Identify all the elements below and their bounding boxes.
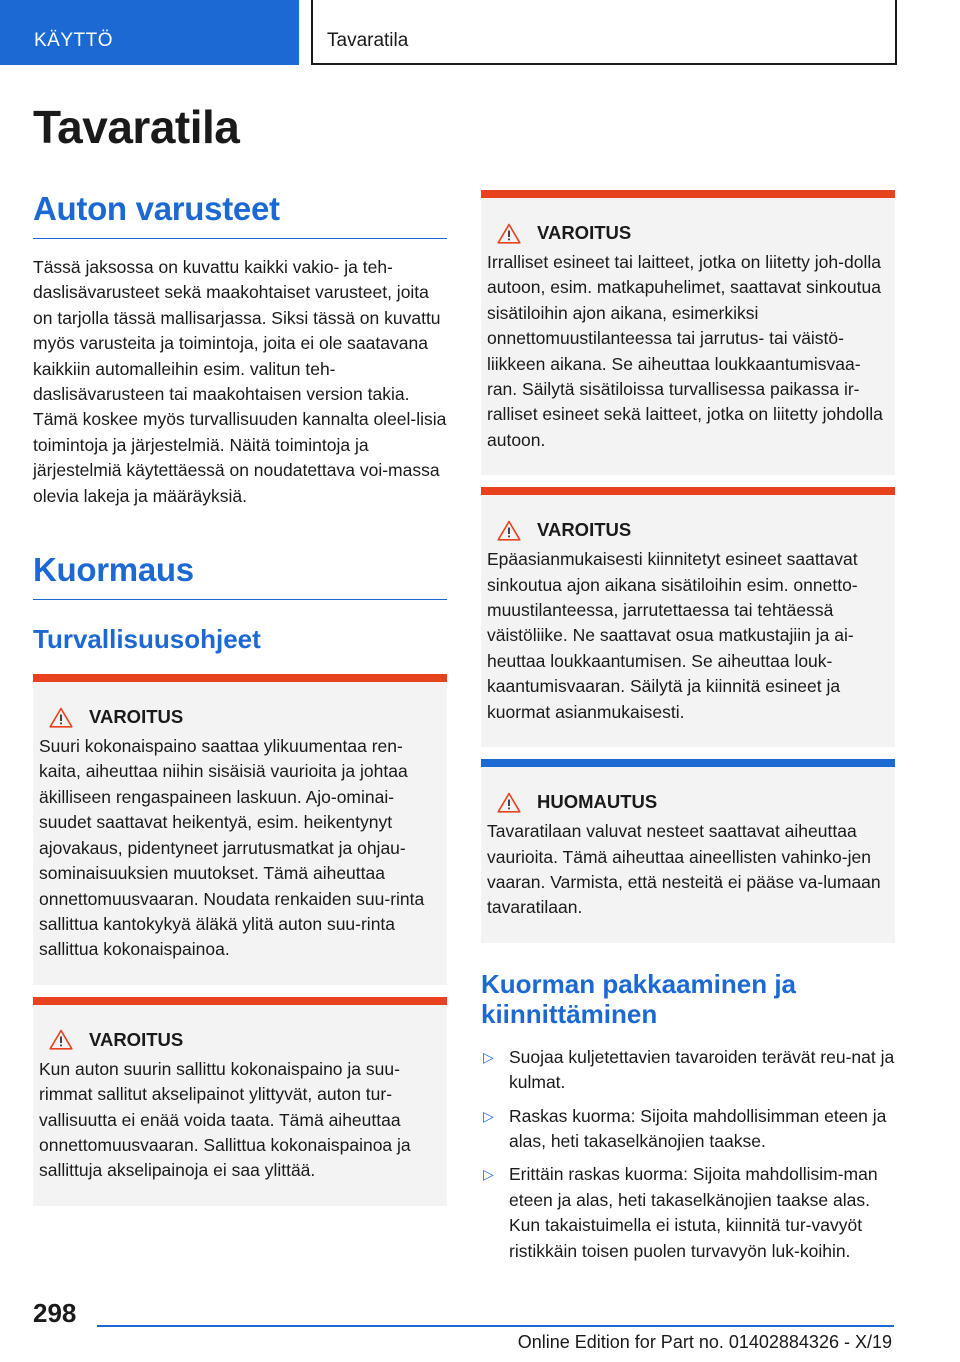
- warning-box-1-head: [49, 706, 439, 728]
- warning-box-4-head: [497, 519, 887, 541]
- warning-box-1: [33, 674, 447, 985]
- right-column: [481, 190, 895, 1272]
- bullet-triangle-icon: ▷: [483, 1107, 494, 1124]
- warning-triangle-icon: [497, 520, 521, 541]
- warning-box-2: [33, 997, 447, 1206]
- heading-safety: Turvallisuusohjeet: [33, 624, 261, 655]
- warning-box-4-text: Epäasianmukaisesti kiinnitetyt esineet saattavat sinkoutua ajon aikana sisätiloihin esim. onnetto-muustilanteessa, jarrutettaessa tai tehtäessä väistöliike. Ne saattavat osua matkustajiin ja ai-heuttaa loukkaantumisen. Se aiheuttaa louk-kaantumisvaaran. Säilytä ja kiinnitä esineet ja kuormat asianmukaisesti.: [487, 549, 858, 722]
- header-chapter-box: [311, 0, 897, 65]
- list-item-text: Raskas kuorma: Sijoita mahdollisimman eteen ja alas, heti takaselkänojien taakse.: [509, 1105, 887, 1151]
- header-chapter-label: Tavaratila: [327, 30, 409, 51]
- notice-triangle-icon: [497, 792, 521, 813]
- header-section-label: KÄYTTÖ: [34, 30, 114, 51]
- warning-triangle-icon: [49, 707, 73, 728]
- notice-box-text: Tavaratilaan valuvat nesteet saattavat aiheuttaa vaurioita. Tämä aiheuttaa aineellisten vahinko-jen vaaran. Varmista, että nesteitä ei pääse va-lumaan tavaratilaan.: [487, 821, 881, 918]
- heading-loading: Kuormaus: [33, 551, 447, 600]
- bullet-triangle-icon: ▷: [483, 1048, 494, 1065]
- warning-box-2-title: VAROITUS: [89, 1028, 184, 1050]
- page-title: Tavaratila: [33, 101, 240, 153]
- bullet-triangle-icon: ▷: [483, 1166, 494, 1183]
- footer-rule: [97, 1325, 894, 1327]
- notice-box-title: HUOMAUTUS: [537, 791, 658, 813]
- warning-box-3-title: VAROITUS: [537, 222, 632, 243]
- footer-edition: Online Edition for Part no. 01402884326 - X/19: [517, 1332, 892, 1352]
- warning-box-1-text: Suuri kokonaispaino saattaa ylikuumentaa ren-kaita, aiheuttaa niihin sisäisiä vaurioita ja johtaa äkilliseen rengaspaineen laskuun. Ajo-ominai-suudet saattavat heikentyä, esim. heikentynyt ajovakaus, pidentyneet jarrutusmatkat ja ohjau-sominaisuuksien muutokset. Tämä aiheuttaa onnettomuusvaaran. Noudata renkaiden suu-rinta sallittua kantokykyä äläkä ylitä auton suu-rinta sallittua kokonaispainoa.: [39, 736, 425, 960]
- warning-box-3: [481, 190, 895, 475]
- header-section-tab: [0, 0, 299, 65]
- list-item: [481, 1045, 895, 1096]
- list-item-text: Suojaa kuljetettavien tavaroiden terävät reu-nat ja kulmat.: [509, 1046, 895, 1093]
- warning-box-3-head: [497, 222, 887, 244]
- packing-list: [481, 1045, 895, 1264]
- left-column: [33, 190, 447, 1206]
- heading-packing: Kuorman pakkaaminen ja kiinnittäminen: [481, 968, 796, 1029]
- warning-box-3-text: Irralliset esineet tai laitteet, jotka on liitetty joh-dolla autoon, esim. matkapuhelimet, saattavat sinkoutua sisätiloihin ajon aikana, esimerkiksi onnettomuustilanteessa tai jarrutus- tai väistö-liikkeen aikana. Se aiheuttaa loukkaantumisvaa-ran. Säilytä sisätiloissa turvallisessa paikassa ir-ralliset esineet sekä laitteet, jotka on liitetty johdolla autoon.: [487, 252, 883, 450]
- list-item-text: Erittäin raskas kuorma: Sijoita mahdollisim-man eteen ja alas, heti takaselkänojien taakse alas. Kun takaistuimella ei istuta, kiinnitä tur-vavyöt ristikkäin toisen puolen turvavyön luk-koihin.: [509, 1164, 878, 1261]
- page-number: 298: [33, 1298, 77, 1328]
- notice-box-head: [497, 791, 887, 813]
- warning-triangle-icon: [49, 1029, 73, 1050]
- warning-box-4: [481, 487, 895, 747]
- warning-box-1-title: VAROITUS: [89, 706, 184, 728]
- warning-box-2-head: [49, 1029, 439, 1051]
- warning-box-2-text: Kun auton suurin sallittu kokonaispaino ja suu-rimmat sallitut akselipainot ylittyvät, auton tur-vallisuutta ei enää voida taata. Tämä aiheuttaa onnettomuusvaaran. Sallittua kokonaispainoa ja sallittuja akselipainoja ei saa ylittää.: [39, 1058, 411, 1181]
- intro-paragraph: Tässä jaksossa on kuvattu kaikki vakio- ja teh-daslisävarusteet sekä maakohtaiset varusteet, joita on tarjolla tässä mallisarjassa. Siksi tässä on kuvattu myös varusteita ja toimintoja, joita ei ole saatavana kaikkiin automalleihin esim. valitun teh-daslisävarusteen tai maakohtaisen version takia. Tämä koskee myös turvallisuuden kannalta oleel-lisia toimintoja ja järjestelmiä. Näitä toimintoja ja järjestelmiä käytettäessä on noudatettava voi-massa olevia lakeja ja määräyksiä.: [33, 257, 447, 506]
- list-item: [481, 1104, 895, 1155]
- notice-box: [481, 759, 895, 943]
- heading-equipment: Auton varusteet: [33, 190, 447, 239]
- warning-box-4-title: VAROITUS: [537, 519, 632, 541]
- warning-triangle-icon: [497, 223, 521, 244]
- list-item: [481, 1162, 895, 1264]
